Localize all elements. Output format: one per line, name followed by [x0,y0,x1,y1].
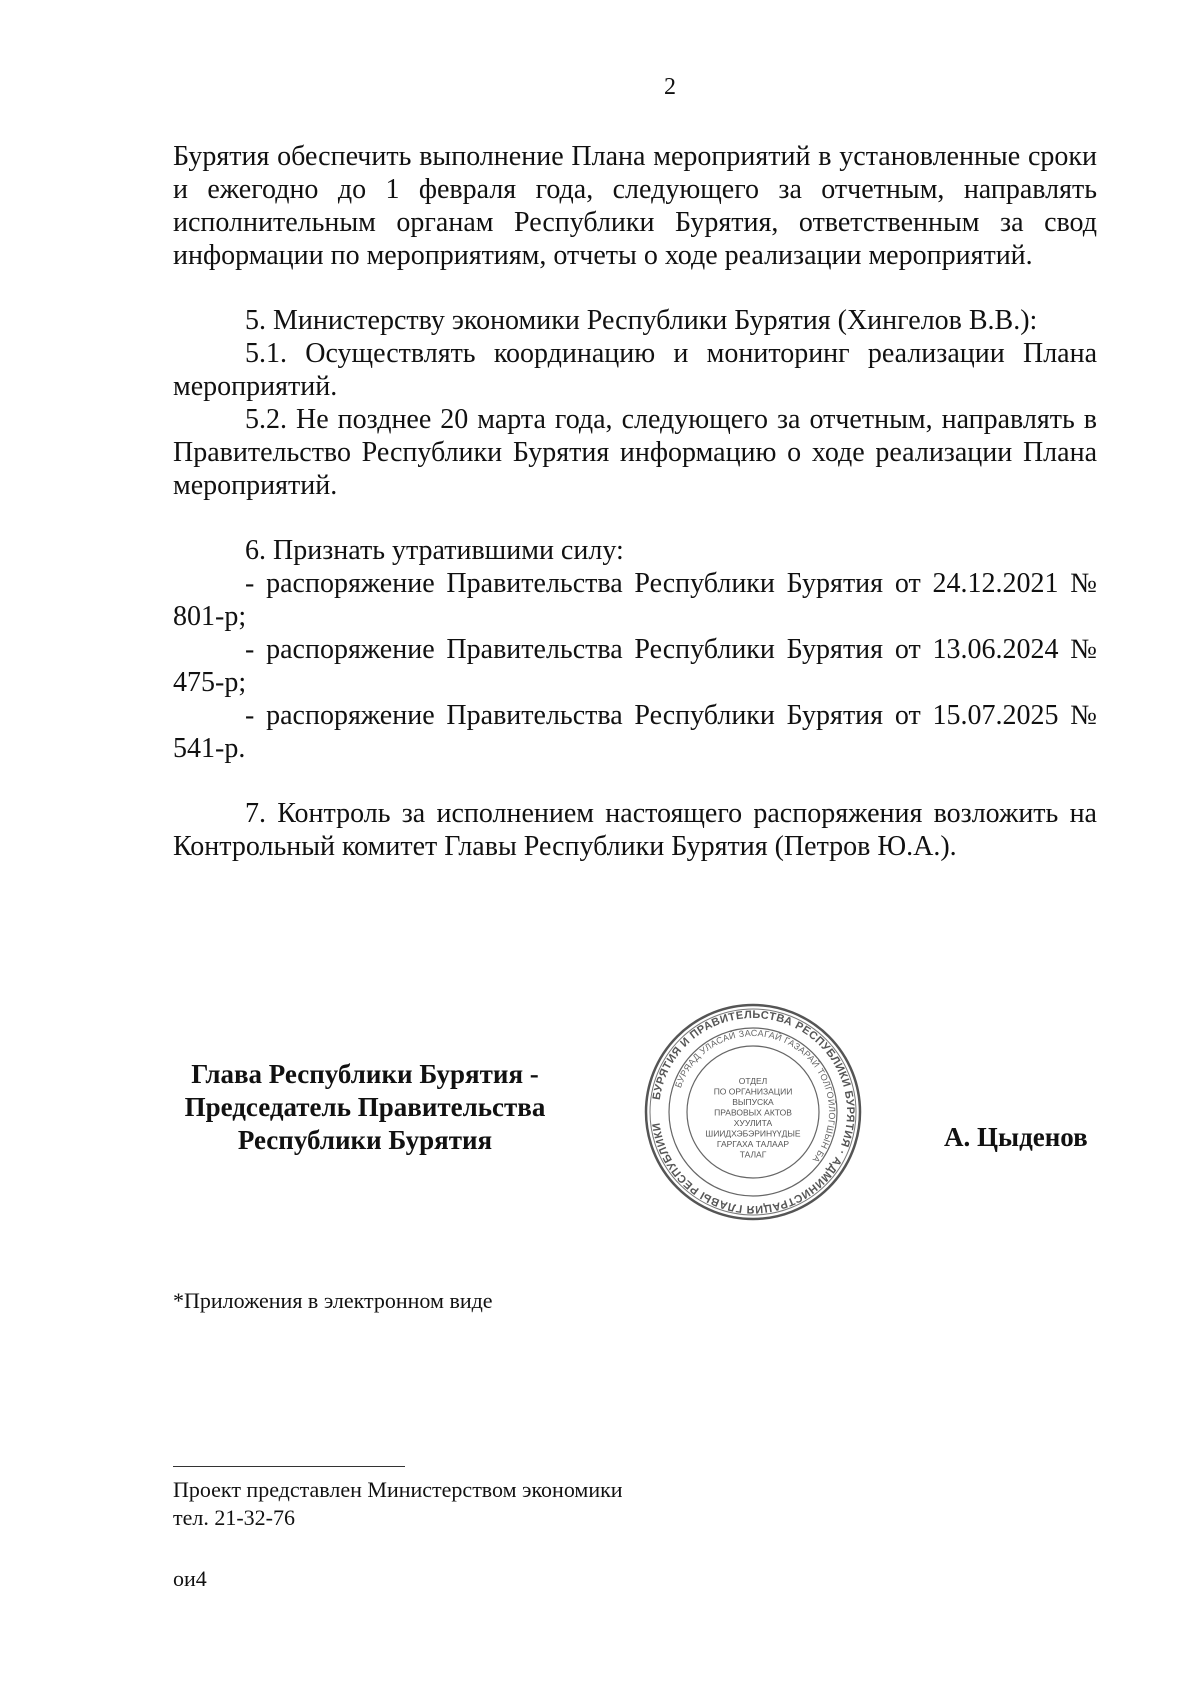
official-seal [643,1002,863,1222]
footer-project-line: Проект представлен Министерством экономики [173,1477,623,1502]
signer-name: А. Цыденов [944,1122,1088,1152]
document-body [173,140,1097,863]
seal-outer-text: БУРЯТИЯ И ПРАВИТЕЛЬСТВА РЕСПУБЛИКИ БУРЯТИЯ · АДМИНИСТРАЦИЯ ГЛАВЫ РЕСПУБЛИКИ [650,1008,857,1216]
signature-line-1: Глава Республики Бурятия - [191,1059,539,1089]
seal-center-line: ПРАВОВЫХ АКТОВ [714,1107,792,1118]
footer-info [173,1476,623,1532]
paragraph-6-item-3: - распоряжение Правительства Республики Бурятия от 15.07.2025 № 541-р. [173,700,1097,764]
seal-inner-text: БУРЯАД УЛАСАЙ ЗАСАГАЙ ГАЗАРАЙ ТОЛГОЙЛОГШЫН БА [673,1027,838,1165]
signature-line-3: Республики Бурятия [237,1125,493,1155]
document-code: ои4 [173,1566,207,1591]
seal-center-line: ГАРГАХА ТАЛААР [716,1139,790,1149]
paragraph-6-item-1: - распоряжение Правительства Республики Бурятия от 24.12.2021 № 801-р; [173,568,1097,632]
paragraph-6-item-2: - распоряжение Правительства Республики Бурятия от 13.06.2024 № 475-р; [173,634,1097,698]
paragraph-5-2: 5.2. Не позднее 20 марта года, следующего за отчетным, направлять в Правительство Республики Бурятия информацию о ходе реализации Плана мероприятий. [173,404,1097,501]
paragraph-7: 7. Контроль за исполнением настоящего распоряжения возложить на Контрольный комитет Главы Республики Бурятия (Петров Ю.А.). [173,798,1097,862]
footer-phone-line: тел. 21-32-76 [173,1505,296,1530]
seal-center-line: ШИИДХЭБЭРИНҮҮДЫЕ [705,1128,801,1139]
paragraph-5-1: 5.1. Осуществлять координацию и мониторинг реализации Плана мероприятий. [173,338,1097,402]
seal-center-line: ВЫПУСКА [732,1097,774,1107]
footer-divider [173,1466,405,1467]
paragraph-4-continuation: Бурятия обеспечить выполнение Плана мероприятий в установленные сроки и ежегодно до 1 февраля года, следующего за отчетным, направлять исполнительным органам Республики Бурятия, ответственным за свод информации по мероприятиям, отчеты о ходе реализации мероприятий. [173,141,1097,271]
seal-center-line: ОТДЕЛ [738,1076,768,1086]
seal-center-line: ХУУЛИТА [733,1118,773,1128]
attachments-note: *Приложения в электронном виде [173,1288,493,1313]
paragraph-5: 5. Министерству экономики Республики Бурятия (Хингелов В.В.): [245,305,1038,336]
signature-line-2: Председатель Правительства [184,1092,546,1122]
signature-title [150,1058,580,1157]
seal-center-line: ТАЛАГ [739,1149,767,1160]
paragraph-6: 6. Признать утратившими силу: [245,535,624,566]
page-number: 2 [664,74,676,100]
seal-center-line: ПО ОРГАНИЗАЦИИ [713,1086,793,1097]
